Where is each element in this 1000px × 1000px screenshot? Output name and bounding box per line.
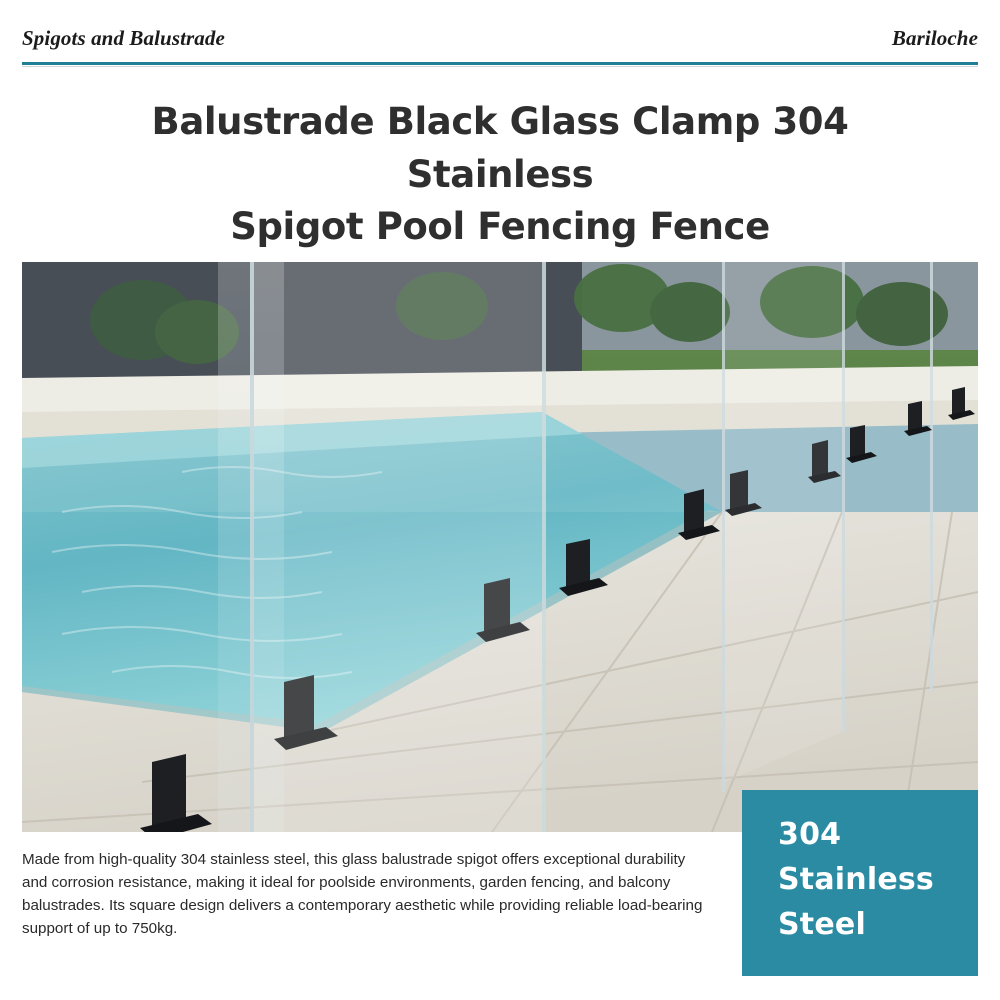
material-badge bbox=[742, 790, 978, 976]
material-badge-line-1: 304 bbox=[778, 817, 842, 852]
hero-image bbox=[22, 262, 978, 832]
header-brand-label: Bariloche bbox=[891, 26, 978, 50]
page-title-line-2: Spigot Pool Fencing Fence bbox=[230, 205, 770, 249]
material-badge-line-3: Steel bbox=[778, 907, 866, 942]
material-badge-line-2: Stainless bbox=[778, 862, 934, 897]
page-header bbox=[22, 26, 978, 59]
header-divider-secondary bbox=[22, 66, 978, 67]
product-description: Made from high-quality 304 stainless steel, this glass balustrade spigot offers exceptional durability and corrosion resistance, making it ideal for poolside environments, garden fencing, and balcony balustrades. Its square design delivers a contemporary aesthetic while providing reliable load-bearing support of up to 750kg. bbox=[22, 851, 703, 938]
page-title-line-1: Balustrade Black Glass Clamp 304 Stainless bbox=[151, 100, 849, 196]
pool-fence-illustration bbox=[22, 262, 978, 832]
header-divider bbox=[22, 62, 978, 65]
header-category-label: Spigots and Balustrade bbox=[22, 26, 225, 50]
page-title bbox=[60, 96, 940, 254]
